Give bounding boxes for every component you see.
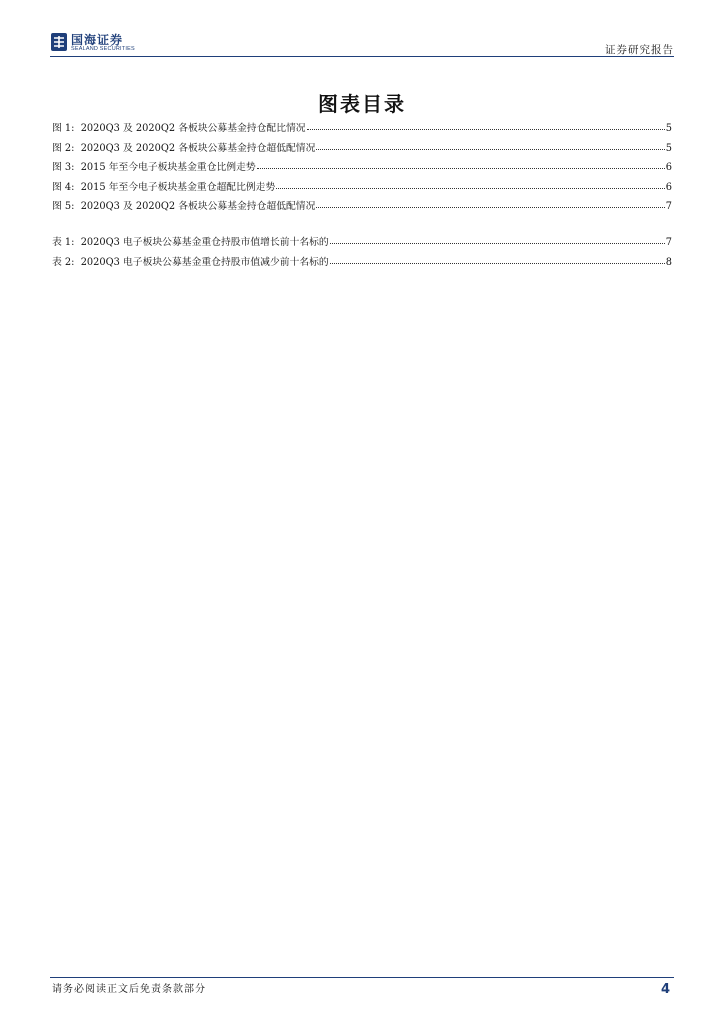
table-page-number: 7: [665, 237, 672, 248]
table-page-number: 8: [665, 256, 672, 268]
table-label: 表 1:: [52, 237, 81, 248]
table-entry[interactable]: [52, 234, 672, 254]
leader-dots: [276, 178, 664, 189]
figure-entry[interactable]: [52, 179, 672, 199]
table-list: [52, 234, 672, 273]
figure-title: 2020Q3 及 2020Q2 各板块公募基金持仓超低配情况: [80, 142, 316, 154]
table-title: 2020Q3 电子板块公募基金重仓持股市值增长前十名标的: [80, 237, 329, 248]
table-label: 表 2:: [52, 256, 81, 268]
table-title: 2020Q3 电子板块公募基金重仓持股市值减少前十名标的: [80, 256, 329, 268]
figure-page-number: 6: [665, 162, 672, 173]
leader-dots: [316, 139, 664, 150]
figure-page-number: 5: [665, 123, 672, 134]
logo-cn-text: 国海证券: [71, 33, 124, 47]
figure-page-number: 6: [665, 181, 672, 193]
page-header: [50, 30, 674, 57]
figure-entry[interactable]: [52, 140, 672, 160]
figure-title: 2015 年至今电子板块基金重仓超配比例走势: [80, 181, 276, 193]
figure-label: 图 4:: [52, 181, 81, 193]
figure-label: 图 5:: [52, 201, 81, 212]
leader-dots: [330, 233, 665, 244]
leader-dots: [307, 119, 665, 130]
figure-label: 图 2:: [52, 142, 81, 154]
report-type: 证券研究报告: [605, 44, 674, 56]
table-entry[interactable]: [52, 254, 672, 274]
leader-dots: [257, 158, 665, 169]
figure-page-number: 7: [665, 201, 672, 212]
figure-entry[interactable]: [52, 120, 672, 140]
footer-disclaimer: 请务必阅读正文后免责条款部分: [52, 984, 206, 995]
page-title: 图表目录: [318, 92, 406, 116]
figure-label: 图 1:: [52, 123, 81, 134]
figure-title: 2020Q3 及 2020Q2 各板块公募基金持仓配比情况: [80, 123, 306, 134]
figure-label: 图 3:: [52, 162, 81, 173]
leader-dots: [316, 197, 664, 208]
figure-entry[interactable]: [52, 159, 672, 179]
footer-divider: [50, 977, 674, 978]
sealand-logo-icon: [50, 32, 68, 52]
page-number: 4: [660, 982, 670, 997]
figure-title: 2020Q3 及 2020Q2 各板块公募基金持仓超低配情况: [80, 201, 316, 212]
logo-en-text: SEALAND SECURITIES: [71, 46, 135, 52]
figure-entry[interactable]: [52, 198, 672, 218]
leader-dots: [330, 253, 665, 264]
figure-list: [52, 120, 672, 218]
figure-page-number: 5: [665, 142, 672, 154]
figure-title: 2015 年至今电子板块基金重仓比例走势: [80, 162, 256, 173]
